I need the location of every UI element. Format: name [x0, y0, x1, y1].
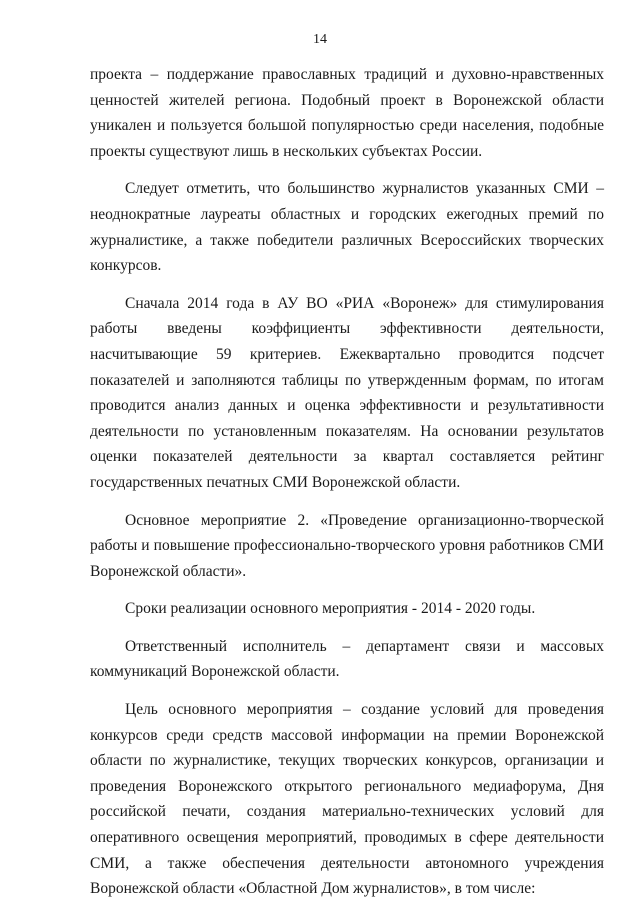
paragraph-continuation: проекта – поддержание православных традиций и духовно-нравственных ценностей жителей региона. Подобный проект в Воронежской области уникален и пользуется большой популярностью среди населения, подобные проекты существуют лишь в нескольких субъектах России.	[90, 66, 604, 160]
page-number: 14	[313, 32, 327, 47]
paragraph-journalists: Следует отметить, что большинство журналистов указанных СМИ – неоднократные лауреаты областных и городских ежегодных премий по журналистике, а также победители различных Всероссийских творческих конкурсов.	[90, 180, 604, 275]
paragraph-efficiency: Сначала 2014 года в АУ ВО «РИА «Воронеж» для стимулирования работы введены коэффициенты эффективности деятельности, насчитывающие 59 критериев. Ежеквартально проводится подсчет показателей и заполняются таблицы по утвержденным формам, по итогам проводится анализ данных и оценка эффективности и результативности деятельности по установленным показателям. На основании результатов оценки показателей деятельности за квартал составляется рейтинг государственных печатных СМИ Воронежской области.	[90, 294, 604, 491]
paragraph-main-activity: Основное мероприятие 2. «Проведение организационно-творческой работы и повышение профессионально-творческого уровня работников СМИ Воронежской области».	[90, 511, 604, 580]
paragraph-terms: Сроки реализации основного мероприятия - 2014 - 2020 годы.	[125, 600, 536, 618]
paragraph-goal: Цель основного мероприятия – создание условий для проведения конкурсов среди средств массовой информации на премии Воронежской области по журналистике, текущих творческих конкурсов, организации и проведения Воронежского открытого регионального медиафорума, Дня российской печати, создания материально-технических условий для оперативного освещения мероприятий, проводимых в сфере деятельности СМИ, а также обеспечения деятельности автономного учреждения Воронежской области «Областной Дом журналистов», в том числе:	[90, 701, 604, 898]
body-text	[90, 62, 604, 914]
paragraph-responsible: Ответственный исполнитель – департамент связи и массовых коммуникаций Воронежской области.	[90, 637, 604, 681]
